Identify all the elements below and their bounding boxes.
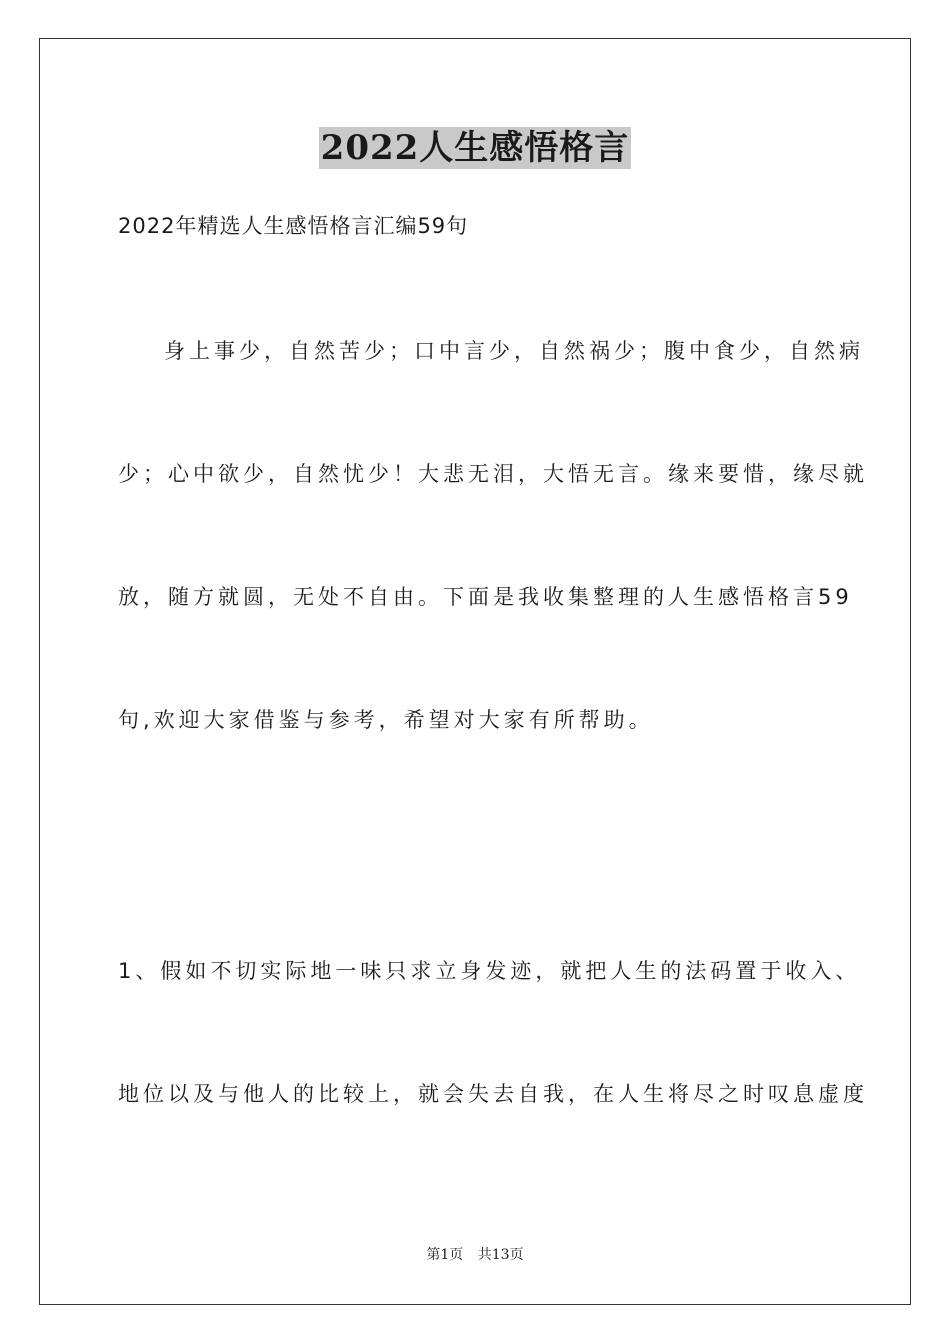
document-title: 2022人生感悟格言 <box>320 128 630 168</box>
paragraph-line-2: 少；心中欲少，自然忧少！大悲无泪，大悟无言。缘来要惜，缘尽就 <box>118 462 868 486</box>
total-pages: 共13页 <box>477 1247 524 1263</box>
paragraph-line-3: 放，随方就圆，无处不自由。下面是我收集整理的人生感悟格言59 <box>118 585 853 609</box>
paragraph-line-6: 地位以及与他人的比较上，就会失去自我，在人生将尽之时叹息虚度 <box>118 1082 868 1106</box>
title-container <box>0 127 950 169</box>
page-footer <box>0 1245 950 1265</box>
paragraph-line-5: 1、假如不切实际地一味只求立身发迹，就把人生的法码置于收入、 <box>118 959 861 983</box>
document-subtitle: 2022年精选人生感悟格言汇编59句 <box>118 214 469 238</box>
paragraph-line-1: 身上事少，自然苦少；口中言少，自然祸少；腹中食少，自然病 <box>164 339 864 363</box>
page-number: 第1页 <box>426 1247 464 1263</box>
paragraph-line-4: 句,欢迎大家借鉴与参考，希望对大家有所帮助。 <box>118 708 654 732</box>
